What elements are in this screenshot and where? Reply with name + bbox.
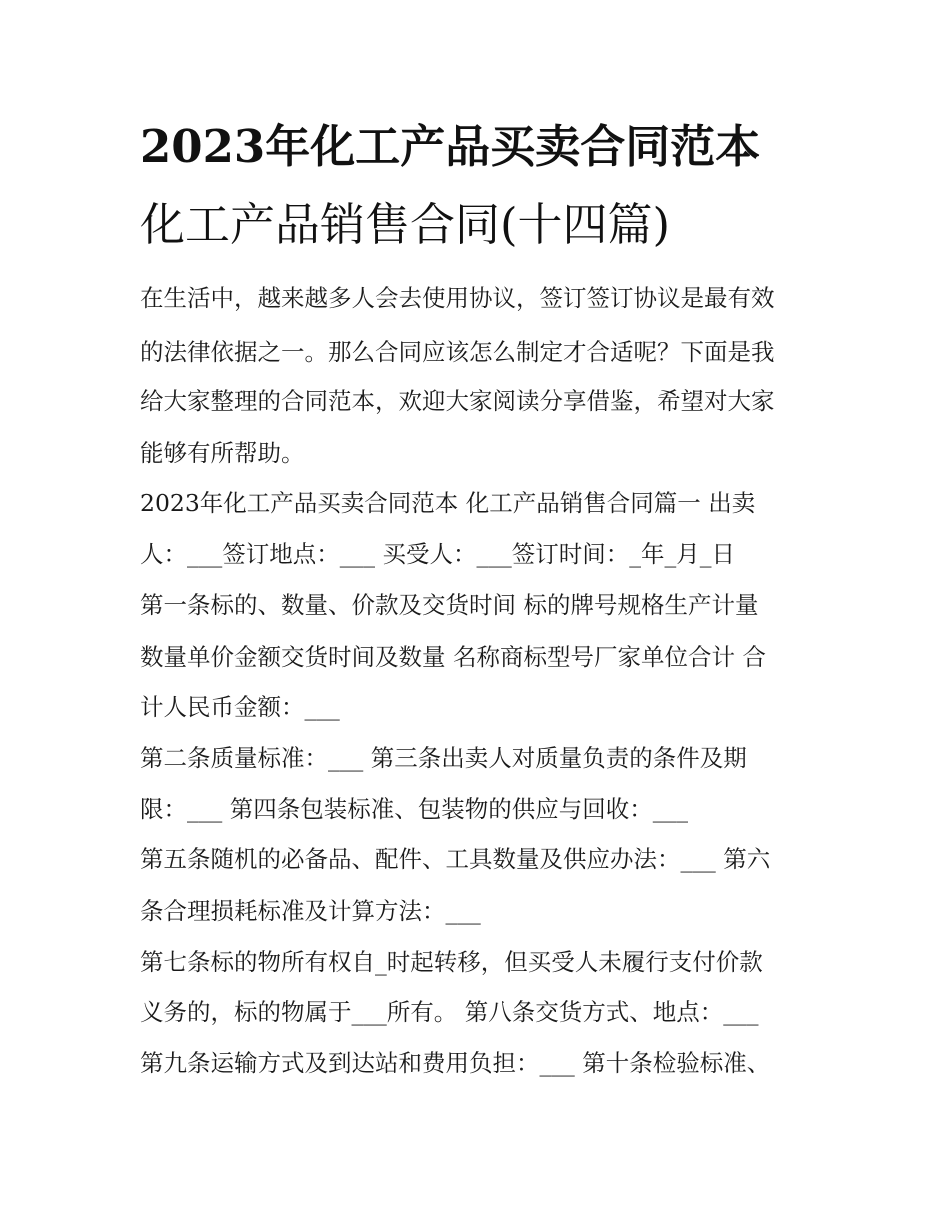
body-line: 2023年化工产品买卖合同范本 化工产品销售合同篇一 出卖 <box>140 489 756 517</box>
body-line: 第九条运输方式及到达站和费用负担：___ 第十条检验标准、 <box>140 1049 771 1077</box>
body-line: 第二条质量标准：___ 第三条出卖人对质量负责的条件及期 <box>140 744 747 772</box>
body-line: 第五条随机的必备品、配件、工具数量及供应办法：___ 第六 <box>140 845 771 873</box>
body-line: 人：___签订地点：___ 买受人：___签订时间：_年_月_日 <box>140 540 735 568</box>
body-line: 第七条标的物所有权自_时起转移，但买受人未履行支付价款 <box>140 948 763 976</box>
document-title-line-1: 2023年化工产品买卖合同范本 <box>140 120 761 173</box>
body-line: 第一条标的、数量、价款及交货时间 标的牌号规格生产计量 <box>140 591 759 619</box>
body-line: 能够有所帮助。 <box>140 439 305 467</box>
body-line: 数量单价金额交货时间及数量 名称商标型号厂家单位合计 合 <box>140 643 766 671</box>
body-line: 计人民币金额：___ <box>140 693 340 721</box>
body-line: 给大家整理的合同范本，欢迎大家阅读分享借鉴，希望对大家 <box>140 387 775 415</box>
body-line: 义务的，标的物属于___所有。 第八条交货方式、地点：___ <box>140 998 759 1026</box>
body-line: 在生活中，越来越多人会去使用协议，签订签订协议是最有效 <box>140 284 775 312</box>
body-line: 的法律依据之一。那么合同应该怎么制定才合适呢？下面是我 <box>140 338 775 366</box>
body-line: 限：___ 第四条包装标准、包装物的供应与回收：___ <box>140 795 688 823</box>
document-title-line-2: 化工产品销售合同(十四篇) <box>140 198 671 251</box>
body-line: 条合理损耗标准及计算方法：___ <box>140 897 481 925</box>
